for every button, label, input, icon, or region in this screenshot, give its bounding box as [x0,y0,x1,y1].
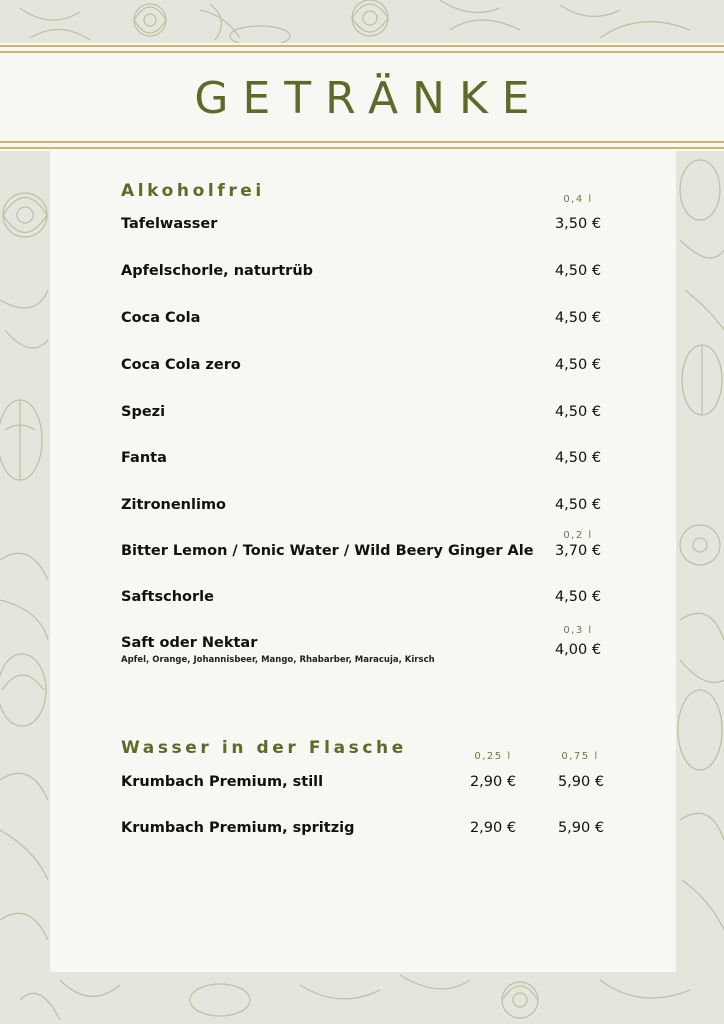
header-top-line-inner [0,51,724,53]
volume-label: 0,75 l [561,751,599,762]
item-name: Tafelwasser [121,216,218,232]
page-title: GETRÄNKE [194,73,544,124]
item-price-large: 5,90 € [557,820,605,836]
item-price: 4,50 € [554,404,602,420]
item-price: 3,70 € [554,543,602,559]
item-name: Saft oder Nektar [121,635,258,651]
item-price: 4,50 € [554,357,602,373]
item-price: 3,50 € [554,216,602,232]
item-name: Saftschorle [121,589,214,605]
item-name: Fanta [121,450,167,466]
volume-label: 0,4 l [563,194,593,205]
item-price: 4,50 € [554,310,602,326]
header-bottom-line-inner [0,141,724,143]
item-name: Krumbach Premium, spritzig [121,820,355,836]
item-name: Coca Cola [121,310,201,326]
item-price-small: 2,90 € [469,774,517,790]
item-price: 4,50 € [554,497,602,513]
section-title-wasser: Wasser in der Flasche [121,738,407,758]
section-title-alkoholfrei: Alkoholfrei [121,181,265,201]
volume-label: 0,3 l [563,625,593,636]
item-price: 4,00 € [554,642,602,658]
item-price-large: 5,90 € [557,774,605,790]
item-price-small: 2,90 € [469,820,517,836]
item-price: 4,50 € [554,450,602,466]
item-name: Spezi [121,404,166,420]
header-bottom-line [0,147,724,149]
item-name: Bitter Lemon / Tonic Water / Wild Beery Ginger Ale [121,543,534,559]
item-name: Krumbach Premium, still [121,774,324,790]
item-name: Zitronenlimo [121,497,227,513]
item-price: 4,50 € [554,263,602,279]
item-description: Apfel, Orange, Johannisbeer, Mango, Rhabarber, Maracuja, Kirsch [121,655,435,665]
volume-label: 0,2 l [563,530,593,541]
item-name: Apfelschorle, naturtrüb [121,263,314,279]
item-price: 4,50 € [554,589,602,605]
volume-label: 0,25 l [474,751,512,762]
header-top-line [0,45,724,47]
item-name: Coca Cola zero [121,357,241,373]
